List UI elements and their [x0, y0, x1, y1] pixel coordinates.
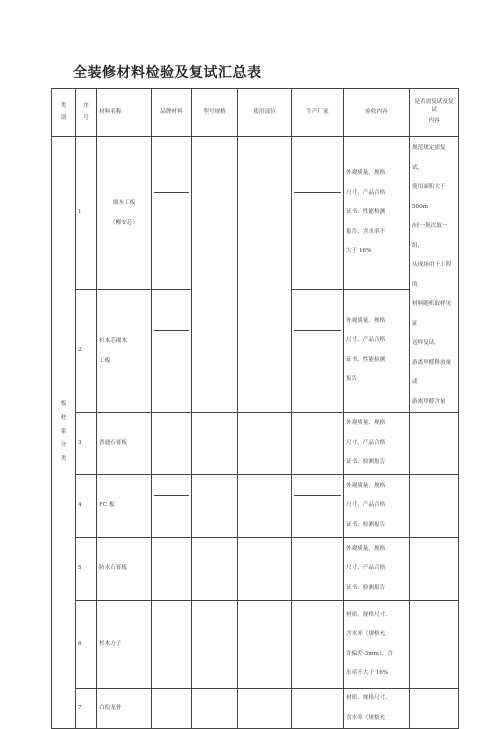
header-location: 使用部位	[238, 89, 292, 137]
material-name-cell: 杉木芯细木 工板	[97, 289, 152, 412]
brand-cell	[152, 601, 192, 689]
header-seq: 序 号	[76, 89, 97, 137]
brand-cell	[152, 289, 192, 412]
location-cell	[238, 601, 292, 689]
retest-cell	[410, 689, 459, 729]
inspection-cell: 材质、规格尺寸、 含水率（规格允	[344, 689, 410, 729]
retest-cell	[410, 475, 459, 538]
material-name-cell: 防水石膏板	[97, 538, 152, 601]
model-cell	[192, 601, 238, 689]
header-model: 型号规格	[192, 89, 238, 137]
retest-cell	[410, 413, 459, 475]
header-retest: 是否需复试及复试 内容	[410, 89, 459, 137]
model-cell	[192, 538, 238, 601]
brand-cell	[152, 413, 192, 475]
manufacturer-cell	[292, 601, 344, 689]
brand-cell	[152, 689, 192, 729]
manufacturer-cell	[292, 413, 344, 475]
inspection-cell: 外观质量、规格 尺寸、产品合格 证书、检测报告	[344, 538, 410, 601]
header-row	[52, 89, 459, 137]
material-name-cell: 细木工板 （柳安芯）	[97, 137, 152, 290]
brand-cell	[152, 538, 192, 601]
model-cell	[192, 137, 238, 413]
seq-cell: 5	[76, 538, 97, 601]
model-cell	[192, 475, 238, 538]
header-inspection: 验收内容	[344, 89, 410, 137]
material-name-cell: FC 板	[97, 475, 152, 538]
category-cell: 板 材 系 分 类	[52, 137, 76, 729]
manufacturer-cell	[292, 137, 344, 290]
retest-note-cell: 规范规定需复试， 使用面积大于 500m /同一批次取一组， 从现场用于工程的 材料随机取样见证 送样复试。 游离甲醛释放量或 游离甲醛含量	[410, 137, 459, 413]
inspection-cell: 外观质量、规格 尺寸、产品合格 证书、性能检测 报告	[344, 289, 410, 412]
material-name-cell: 普通石膏板	[97, 413, 152, 475]
header-brand: 品牌材料	[152, 89, 192, 137]
seq-cell: 4	[76, 475, 97, 538]
material-name-cell: 杉木方子	[97, 601, 152, 689]
inspection-cell: 外观质量、规格 尺寸、产品合格 证书、检测报告	[344, 475, 410, 538]
inspection-cell: 材质、规格尺寸、 含水率（规格允 许偏差-3mm）、含 水率不大于 16%	[344, 601, 410, 689]
material-name-cell: 白松龙骨	[97, 689, 152, 729]
model-cell	[192, 413, 238, 475]
table-row	[52, 601, 459, 689]
table-row	[52, 137, 459, 290]
location-cell	[238, 413, 292, 475]
brand-cell	[152, 137, 192, 290]
seq-cell: 3	[76, 413, 97, 475]
location-cell	[238, 538, 292, 601]
seq-cell: 2	[76, 289, 97, 412]
model-cell	[192, 689, 238, 729]
table-row	[52, 538, 459, 601]
header-manufacturer: 生产厂家	[292, 89, 344, 137]
inspection-cell: 外观质量、规格 尺寸、产品合格 证书、性能检测 报告、含水率不 大于 16%	[344, 137, 410, 290]
location-cell	[238, 137, 292, 413]
page-title: 全装修材料检验及复试汇总表	[73, 65, 262, 81]
header-category: 类 别	[52, 89, 76, 137]
table-row	[52, 689, 459, 729]
manufacturer-cell	[292, 689, 344, 729]
manufacturer-cell	[292, 538, 344, 601]
table-row	[52, 413, 459, 475]
materials-table	[51, 88, 459, 729]
seq-cell: 1	[76, 137, 97, 290]
manufacturer-cell	[292, 289, 344, 412]
inspection-cell: 外观质量、规格 尺寸、产品合格 证书、检测报告	[344, 413, 410, 475]
header-material-name: 材料名称	[97, 89, 152, 137]
retest-cell	[410, 601, 459, 689]
brand-cell	[152, 475, 192, 538]
manufacturer-cell	[292, 475, 344, 538]
location-cell	[238, 689, 292, 729]
table-row	[52, 475, 459, 538]
location-cell	[238, 475, 292, 538]
retest-cell	[410, 538, 459, 601]
seq-cell: 7	[76, 689, 97, 729]
seq-cell: 6	[76, 601, 97, 689]
